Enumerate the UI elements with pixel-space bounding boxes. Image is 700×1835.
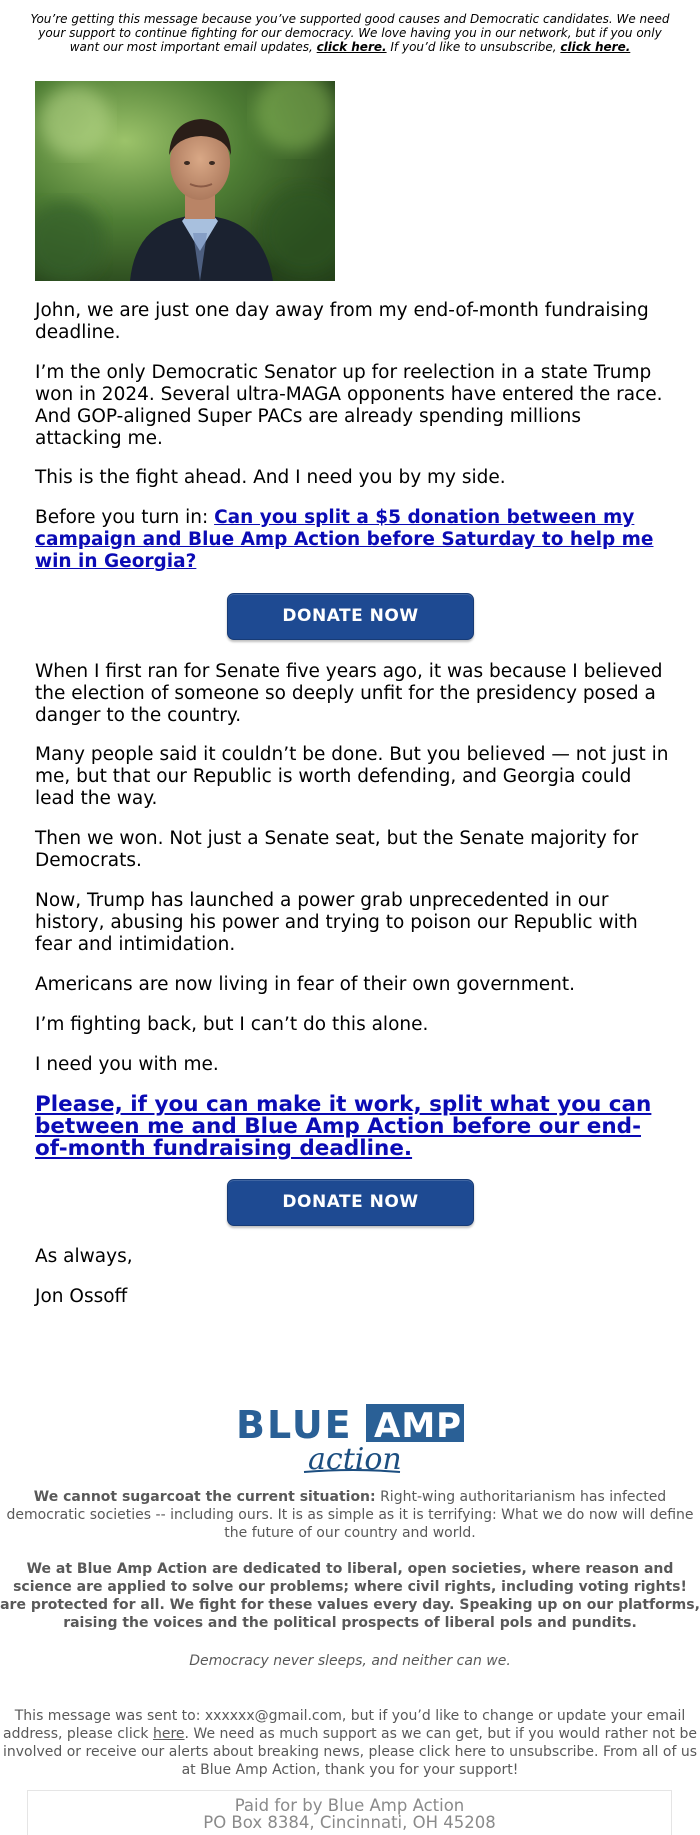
footer-situation-text: Right-wing authoritarianism has infected democratic societies -- including ours. It is as simple as it is terrifying: What we do now will define the future of our country and world. [6, 1489, 694, 1541]
paid-for-line: Paid for by Blue Amp Action [234, 1796, 465, 1815]
paragraph-11: I need you with me. [35, 1054, 219, 1075]
footer-sent-text-2: . We need as much support as we can get, but if you would rather not be involved or receive our alerts about breaking news, please click here to unsubscribe. From all of us at Blue Amp Action, thank you for your support! [3, 1726, 697, 1778]
paragraph-6: Many people said it couldn’t be done. But you believed — not just in me, but that our Republic is worth defending, and Georgia could lead the way. [35, 744, 669, 809]
paragraph-4 [35, 507, 670, 573]
footer-tagline: Democracy never sleeps, and neither can we. [189, 1653, 511, 1669]
update-preferences-link[interactable]: click here. [316, 40, 387, 54]
preheader [30, 12, 670, 54]
logo-word-blue: BLUE [236, 1403, 353, 1447]
donate-now-button-2[interactable]: DONATE NOW [227, 1179, 474, 1226]
blue-amp-action-logo [234, 1400, 466, 1475]
paid-for-box [27, 1790, 672, 1835]
paragraph-5: When I first ran for Senate five years ago, it was because I believed the election of someone so deeply unfit for the presidency posed a danger to the country. [35, 661, 663, 726]
unsubscribe-link[interactable]: click here. [560, 40, 631, 54]
split-donation-link[interactable]: Can you split a $5 donation between my campaign and Blue Amp Action before Saturday to help me win in Georgia? [35, 507, 654, 572]
paragraph-3: This is the fight ahead. And I need you by my side. [35, 467, 506, 488]
paragraph-1: John, we are just one day away from my end-of-month fundraising deadline. [35, 300, 649, 343]
footer-situation [0, 1488, 700, 1542]
paragraph-10: I’m fighting back, but I can’t do this alone. [35, 1014, 429, 1035]
paragraph-2: I’m the only Democratic Senator up for reelection in a state Trump won in 2024. Several ultra-MAGA opponents have entered the race. And GOP-aligned Super PACs are already spending millions attacking me. [35, 362, 663, 449]
candidate-photo [35, 81, 335, 281]
logo-word-amp: AMP [374, 1406, 463, 1446]
paragraph-7: Then we won. Not just a Senate seat, but the Senate majority for Democrats. [35, 828, 639, 871]
logo-word-action: action [308, 1442, 402, 1475]
footer-sent-to [0, 1707, 700, 1779]
footer-sent-text-1: This message was sent to: xxxxxx@gmail.com, but if you’d like to change or update your email address, please click [3, 1708, 686, 1742]
donate-now-button-1[interactable]: DONATE NOW [227, 593, 474, 640]
address-line: PO Box 8384, Cincinnati, OH 45208 [203, 1813, 496, 1832]
big-donation-appeal [35, 1094, 665, 1160]
footer-situation-bold: We cannot sugarcoat the current situation: [33, 1489, 376, 1505]
signature: Jon Ossoff [35, 1286, 128, 1307]
paragraph-9: Americans are now living in fear of their own government. [35, 974, 576, 995]
closing-line: As always, [35, 1246, 133, 1267]
split-appeal-link[interactable]: Please, if you can make it work, split what you can between me and Blue Amp Action before our end-of-month fundraising deadline. [35, 1092, 652, 1161]
footer-mission-bold: We at Blue Amp Action are dedicated to liberal, open societies, where reason and science are applied to solve our problems; where civil rights, including voting rights! are protected for all. We fight for these values every day. Speaking up on our platforms, raising the voices and the political prospects of liberal pols and pundits. [0, 1561, 700, 1631]
update-email-link[interactable]: here [152, 1726, 185, 1742]
footer-mission [0, 1560, 700, 1632]
preheader-text-1: You’re getting this message because you’ve supported good causes and Democratic candidates. We need your support to continue fighting for our democracy. We love having you in our network, but if you only want our most important email updates, [30, 12, 670, 54]
paragraph-4-prefix: Before you turn in: [35, 507, 215, 528]
paragraph-8: Now, Trump has launched a power grab unprecedented in our history, abusing his power and trying to poison our Republic with fear and intimidation. [35, 890, 638, 955]
preheader-text-2: If you’d like to unsubscribe, [386, 40, 561, 54]
